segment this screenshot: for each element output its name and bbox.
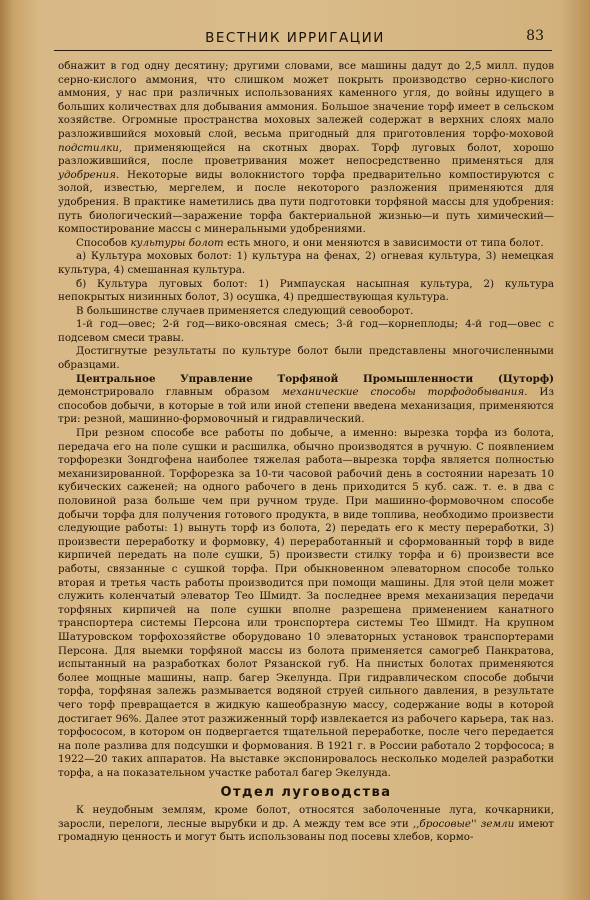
bold-org-name: Центральное Управление Торфяной Промышленности (Цуторф) (76, 372, 554, 385)
text-run: К неудобным землям, кроме болот, относятся заболоченные луга, кочкарники, заросли, перелоги, лесные вырубки и др. А между тем все эти (58, 804, 554, 830)
running-header (0, 26, 590, 50)
paragraph-moss-bogs: а) Культура моховых болот: 1) культура на фенах, 2) огневая культура, 3) немецкая культура, 4) смешанная культура. (58, 250, 554, 276)
paragraph-cultivation-methods (58, 237, 554, 251)
article-body (58, 60, 554, 845)
text-run: Из способов добычи, в которые в той или иной степени введена механизация, применяются три: резной, машинно-формовочный и гидравлический. (58, 386, 554, 426)
text-run: демонстрировало главным образом (58, 386, 270, 399)
paragraph-results: Достигнутые результаты по культуре болот были представлены многочисленными образцами. (58, 345, 554, 372)
paragraph-crop-rotation-intro: В большинстве случаев применяется следующий севооборот. (76, 304, 414, 317)
italic-term: механические способы торфодобывания. (281, 386, 528, 399)
journal-title: ВЕСТНИК ИРРИГАЦИИ (205, 30, 385, 46)
italic-term: ,,бросовые'' земли (412, 817, 515, 830)
text-run: применяющейся на скотных дворах. Торф луговых болот, хорошо разложившийся, после проветривания может непосредственно применяться для (58, 141, 554, 168)
text-run: есть много, и они меняются в зависимости от типа болот. (226, 236, 544, 249)
italic-term: удобрения. (58, 168, 120, 181)
section-heading: Отдел луговодства (220, 785, 392, 801)
paragraph-cutorf (58, 373, 554, 427)
italic-term: культуры болот (130, 236, 224, 249)
text-run: Некоторые виды волокнистого торфа предварительно компостируются с золой, известью, мергелем, и после некоторого разложения применяются для удобрения. В практике наметились два пути подготовки торфяной массы для удобрения: путь биологический—заражение торфа бактериальной жизнью—и путь химический—компостирование массы с минеральными удобрениями. (58, 168, 554, 236)
paragraph-fuel-and-agriculture (58, 60, 554, 237)
header-rule (54, 50, 552, 51)
text-run: Способов (76, 236, 128, 249)
paragraph-meadow-bogs: б) Культура луговых болот: 1) Римпауская насыпная культура, 2) культура непокрытых низинных болот, 3) осушка, 4) предшествующая культура. (58, 277, 554, 304)
paragraph-meadows (58, 804, 554, 845)
page-number: 83 (526, 28, 544, 44)
paragraph-cutting-method: При резном способе все работы по добыче, а именно: вырезка торфа из болота, передача его на поле сушки и расшилка, обычно производятся в ручную. С появлением торфорезки Зондгофена наиболее тяжелая работа—вырезка торфа является полностью механизированной. Торфорезка за 10-ти часовой рабочий день в состоянии нарезать 10 кубических саженей; на одного рабочего в день приходится 5 куб. саж. т. е. в два с половиной раза больше чем при ручном труде. При машинно-формовочном способе добычи торфа для получения готового продукта, в виде топлива, необходимо произвести следующие работы: 1) вынуть торф из болота, 2) передать его к месту переработки, 3) произвести переработку и формовку, 4) переработанный и сформованный торф в виде кирпичей передать на поле сушки, 5) произвести стилку торфа и 6) произвести все работы, связанные с сушкой торфа. При обыкновенном элеваторном способе только вторая и третья часть работы производится при помощи машины. Для этой цели может служить коленчатый элеватор Тео Шмидт. За последнее время механизация передачи торфяных кирпичей на поле сушки вполне разрешена применением канатного транспортера системы Персона или тронспортера системы Тео Шмидт. На крупном Шатуровском торфохозяйстве оборудовано 10 элеваторных установок транспортерами Персона. Для выемки торфяной массы из болота применяется самогреб Панкратова, испытанный на разработках болот Рязанской губ. На пнистых болотах применяются более мощные машины, напр. багер Экелунда. При гидравлическом способе добычи торфа, торфяная залежь размывается водяной струей сильного давления, в результате чего торф превращается в жидкую кашеобразную массу, содержание воды в которой достигает 96%. Далее этот разжиженный торф извлекается из рабочего карьера, так наз. торфососом, в котором он подвергается тщательной переработке, после чего передается на поле разлива для подсушки и формования. В 1921 г. в России работало 2 торфососа; в 1922—20 таких аппаратов. На выставке экспонировалось несколько моделей разработки торфа, а на показательном участке работал багер Экелунда. (58, 427, 554, 779)
italic-term: подстилки, (58, 141, 123, 154)
text-run: обнажит в год одну десятину; другими словами, все машины дадут до 2,5 милл. пудов серно-кислого аммония, что слишком может покрыть производство серно-кислого аммония, у нас при различных использованиях каменного угля, до войны идущего в больших количествах для добывания аммония. Большое значение торф имеет в сельском хозяйстве. Огромные пространства моховых залежей содержат в верхних слоях мало разложившийся моховый слой, весьма пригодный для приготовления торфо-моховой (58, 60, 554, 140)
text-run: имеют громадную ценность и могут быть использованы под посевы хлебов, кормо- (58, 817, 554, 844)
paragraph-crop-rotation: 1-й год—овес; 2-й год—вико-овсяная смесь; 3-й год—корнеплоды; 4-й год—овес с подсевом смеси травы. (58, 318, 554, 344)
